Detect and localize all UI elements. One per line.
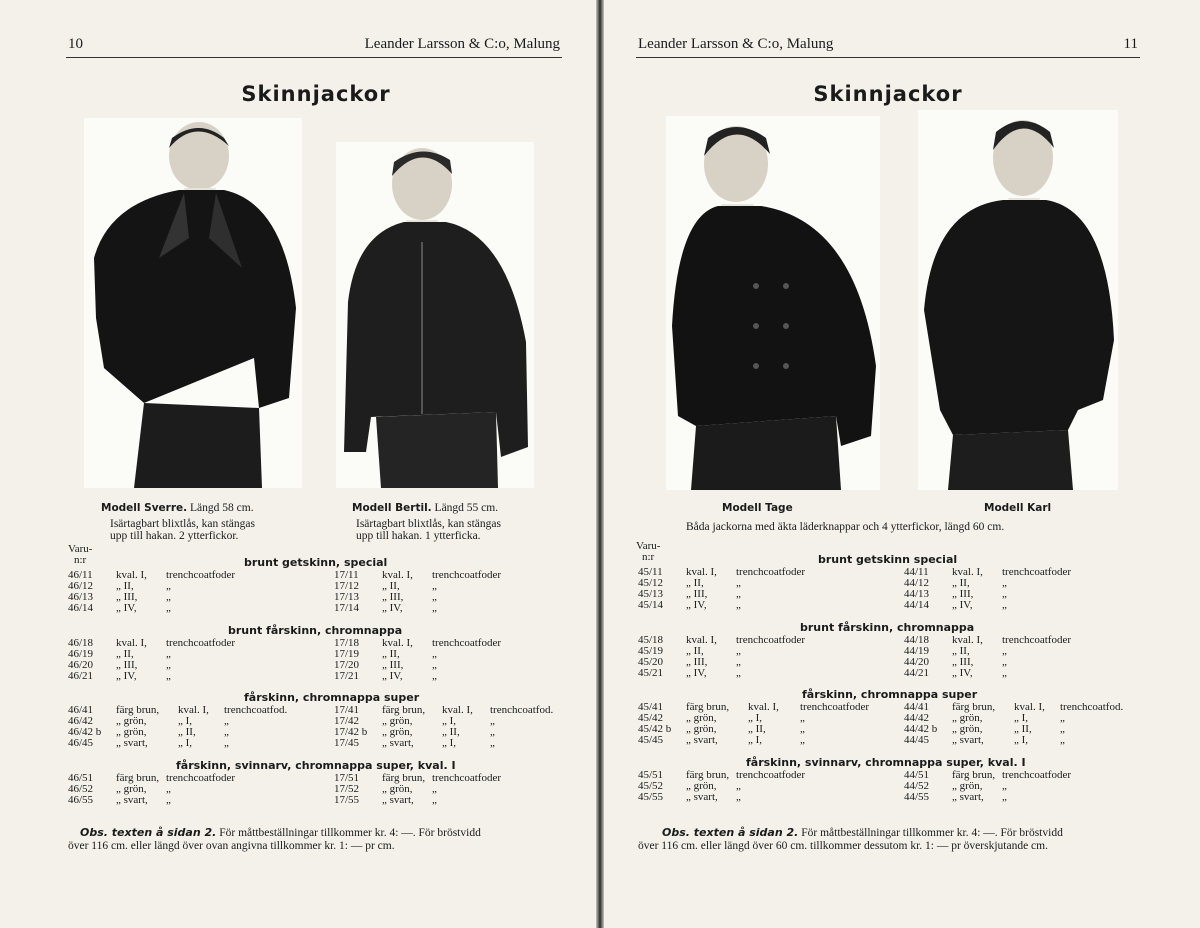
- table-cell: „ I,: [178, 737, 193, 749]
- article-number: 45/20: [638, 656, 664, 668]
- table-cell: „: [224, 737, 229, 749]
- footnote-line2: över 116 cm. eller längd över ovan angivna tillkommer kr. 1: — pr cm.: [68, 840, 395, 852]
- article-number: 45/52: [638, 780, 664, 792]
- table-cell: „ IV,: [686, 599, 707, 611]
- article-number: 44/13: [904, 588, 930, 600]
- table-cell: „ III,: [382, 659, 404, 671]
- page-title: Skinnjackor: [241, 82, 391, 106]
- caption-sverre-desc2: upp till hakan. 2 ytterfickor.: [110, 530, 239, 542]
- table-cell: „ I,: [748, 734, 763, 746]
- article-number: 44/55: [904, 791, 930, 803]
- article-number: 44/51: [904, 769, 930, 781]
- table-cell: „ III,: [116, 591, 138, 603]
- page-header: Leander Larsson & C:o, Malung: [364, 36, 560, 52]
- article-number: 46/42 b: [68, 726, 102, 738]
- table-cell: „: [166, 580, 171, 592]
- article-number: 17/42: [334, 715, 360, 727]
- table-cell: „: [1060, 734, 1065, 746]
- table-cell: „ IV,: [382, 602, 403, 614]
- table-cell: „ I,: [1014, 734, 1029, 746]
- table-cell: „ IV,: [952, 599, 973, 611]
- table-cell: „ II,: [686, 577, 704, 589]
- table-cell: trenchcoatfoder: [800, 701, 870, 713]
- table-cell: „ I,: [442, 737, 457, 749]
- table-cell: kval. I,: [116, 569, 147, 581]
- table-cell: „: [432, 783, 437, 795]
- caption-tage-title: [722, 502, 793, 514]
- page-header: Leander Larsson & C:o, Malung: [638, 36, 834, 52]
- table-cell: kval. I,: [952, 634, 983, 646]
- table-cell: „ grön,: [686, 723, 717, 735]
- article-number: 45/21: [638, 667, 664, 679]
- table-cell: „ III,: [952, 656, 974, 668]
- table-cell: „ IV,: [686, 667, 707, 679]
- article-number: 17/20: [334, 659, 360, 671]
- table-cell: „: [1060, 723, 1065, 735]
- model-length: Längd 58 cm.: [190, 502, 254, 514]
- left-page: [0, 0, 596, 928]
- table-cell: „: [1002, 780, 1007, 792]
- varu-label: [68, 544, 92, 566]
- table-cell: „: [166, 648, 171, 660]
- footnote-line1: [80, 826, 481, 840]
- table-cell: „ II,: [382, 648, 400, 660]
- table-cell: „: [490, 737, 495, 749]
- article-number: 44/52: [904, 780, 930, 792]
- footnote-line1: [662, 826, 1063, 840]
- table-cell: kval. I,: [382, 569, 413, 581]
- table-cell: „ grön,: [952, 712, 983, 724]
- caption-bertil-desc1: Isärtagbart blixtlås, kan stängas: [356, 518, 501, 530]
- table-cell: „ II,: [1014, 723, 1032, 735]
- table-cell: „ II,: [686, 645, 704, 657]
- table-cell: „ II,: [442, 726, 460, 738]
- section-heading: brunt getskinn special: [818, 553, 958, 566]
- table-cell: „ grön,: [116, 726, 147, 738]
- table-cell: „: [224, 715, 229, 727]
- table-cell: „ I,: [178, 715, 193, 727]
- table-cell: „: [1002, 791, 1007, 803]
- table-cell: kval. I,: [442, 704, 473, 716]
- table-cell: „: [166, 794, 171, 806]
- table-cell: „: [1002, 656, 1007, 668]
- article-number: 17/45: [334, 737, 360, 749]
- table-cell: „: [490, 726, 495, 738]
- table-cell: färg brun,: [116, 704, 160, 716]
- article-number: 45/18: [638, 634, 664, 646]
- article-number: 17/19: [334, 648, 360, 660]
- table-cell: „ II,: [116, 580, 134, 592]
- table-cell: „ III,: [952, 588, 974, 600]
- model-name: Modell Sverre.: [101, 502, 188, 514]
- article-number: 44/12: [904, 577, 930, 589]
- table-cell: „ grön,: [952, 780, 983, 792]
- table-cell: „ II,: [952, 645, 970, 657]
- table-cell: „: [166, 783, 171, 795]
- table-cell: „ II,: [748, 723, 766, 735]
- table-cell: trenchcoatfod.: [490, 704, 554, 716]
- table-cell: „: [166, 591, 171, 603]
- footnote-text: För måttbeställningar tillkommer kr. 4: —. För bröstvidd: [801, 827, 1063, 839]
- article-number: 46/52: [68, 783, 94, 795]
- caption-bertil-desc2: upp till hakan. 1 ytterficka.: [356, 530, 481, 542]
- article-number: 44/20: [904, 656, 930, 668]
- table-cell: „ II,: [952, 577, 970, 589]
- table-cell: „: [1002, 667, 1007, 679]
- varu-line: n:r: [642, 551, 655, 563]
- table-cell: „ svart,: [382, 794, 414, 806]
- article-number: 45/55: [638, 791, 664, 803]
- table-cell: „: [800, 712, 805, 724]
- article-number: 17/42 b: [334, 726, 368, 738]
- table-cell: färg brun,: [952, 769, 996, 781]
- table-cell: trenchcoatfoder: [166, 569, 236, 581]
- article-number: 46/14: [68, 602, 94, 614]
- table-cell: „: [736, 588, 741, 600]
- section-heading: brunt getskinn, special: [244, 556, 388, 569]
- table-cell: kval. I,: [382, 637, 413, 649]
- table-cell: trenchcoatfoder: [166, 637, 236, 649]
- article-number: 45/12: [638, 577, 664, 589]
- table-cell: „ svart,: [952, 791, 984, 803]
- section-heading: fårskinn, svinnarv, chromnappa super, kval. I: [746, 756, 1026, 769]
- varu-label: [636, 541, 660, 563]
- article-number: 17/12: [334, 580, 360, 592]
- table-cell: „ grön,: [382, 783, 413, 795]
- table-cell: „: [166, 659, 171, 671]
- table-cell: trenchcoatfoder: [432, 569, 502, 581]
- table-cell: färg brun,: [382, 772, 426, 784]
- footnote-line2: över 116 cm. eller längd över 60 cm. tillkommer dessutom kr. 1: — pr överskjutande cm.: [638, 840, 1048, 852]
- table-cell: trenchcoatfoder: [1002, 634, 1072, 646]
- table-cell: „ I,: [1014, 712, 1029, 724]
- article-number: 17/14: [334, 602, 360, 614]
- table-cell: kval. I,: [178, 704, 209, 716]
- varu-line: n:r: [74, 554, 87, 566]
- photo-modell-tage: [666, 116, 880, 490]
- article-number: 45/41: [638, 701, 664, 713]
- table-cell: „ III,: [116, 659, 138, 671]
- article-number: 45/19: [638, 645, 664, 657]
- table-cell: „ II,: [382, 580, 400, 592]
- table-cell: „: [166, 670, 171, 682]
- table-cell: „ svart,: [382, 737, 414, 749]
- table-cell: kval. I,: [686, 634, 717, 646]
- table-cell: „: [1002, 599, 1007, 611]
- table-cell: „: [736, 780, 741, 792]
- table-cell: „ grön,: [382, 715, 413, 727]
- footnote-text: För måttbeställningar tillkommer kr. 4: —. För bröstvidd: [219, 827, 481, 839]
- table-cell: „ grön,: [116, 783, 147, 795]
- article-number: 44/42: [904, 712, 930, 724]
- article-number: 46/55: [68, 794, 94, 806]
- photo-modell-karl: [918, 110, 1118, 490]
- model-name: Modell Bertil.: [352, 502, 432, 514]
- article-number: 45/42 b: [638, 723, 672, 735]
- table-cell: kval. I,: [952, 566, 983, 578]
- table-cell: „: [1060, 712, 1065, 724]
- table-cell: „ grön,: [116, 715, 147, 727]
- table-cell: „ IV,: [116, 670, 137, 682]
- table-cell: „: [432, 659, 437, 671]
- table-cell: „: [736, 577, 741, 589]
- article-number: 44/42 b: [904, 723, 938, 735]
- article-number: 46/12: [68, 580, 94, 592]
- article-number: 45/14: [638, 599, 664, 611]
- table-cell: „: [736, 599, 741, 611]
- table-cell: „: [166, 602, 171, 614]
- article-number: 46/13: [68, 591, 94, 603]
- article-number: 17/21: [334, 670, 360, 682]
- table-cell: „ svart,: [116, 794, 148, 806]
- table-cell: „: [432, 591, 437, 603]
- table-cell: „: [736, 791, 741, 803]
- table-cell: „ III,: [686, 588, 708, 600]
- header-rule: [636, 57, 1140, 58]
- section-heading: brunt fårskinn, chromnappa: [800, 621, 975, 634]
- table-cell: trenchcoatfoder: [736, 566, 806, 578]
- table-cell: trenchcoatfoder: [1002, 566, 1072, 578]
- article-number: 46/18: [68, 637, 94, 649]
- article-number: 17/55: [334, 794, 360, 806]
- table-cell: „: [432, 670, 437, 682]
- table-cell: „ grön,: [686, 712, 717, 724]
- table-cell: „: [1002, 577, 1007, 589]
- table-cell: „ IV,: [116, 602, 137, 614]
- table-cell: „ grön,: [382, 726, 413, 738]
- article-number: 46/21: [68, 670, 94, 682]
- table-cell: färg brun,: [952, 701, 996, 713]
- article-number: 45/51: [638, 769, 664, 781]
- article-number: 46/20: [68, 659, 94, 671]
- table-cell: „ IV,: [382, 670, 403, 682]
- article-number: 44/19: [904, 645, 930, 657]
- article-number: 46/41: [68, 704, 94, 716]
- article-number: 44/14: [904, 599, 930, 611]
- article-number: 46/11: [68, 569, 93, 581]
- table-cell: „ svart,: [686, 791, 718, 803]
- article-number: 44/41: [904, 701, 930, 713]
- article-number: 46/42: [68, 715, 94, 727]
- table-cell: trenchcoatfoder: [736, 634, 806, 646]
- model-length: Längd 55 cm.: [434, 502, 499, 514]
- article-number: 44/11: [904, 566, 929, 578]
- table-cell: „ II,: [116, 648, 134, 660]
- caption-sverre-desc1: Isärtagbart blixtlås, kan stängas: [110, 518, 255, 530]
- section-heading: fårskinn, chromnappa super: [244, 691, 420, 704]
- table-cell: „: [736, 656, 741, 668]
- table-cell: färg brun,: [382, 704, 426, 716]
- page-number: 11: [1123, 36, 1138, 52]
- caption-bertil-title: [352, 502, 498, 514]
- table-cell: „ II,: [178, 726, 196, 738]
- article-number: 17/41: [334, 704, 360, 716]
- table-cell: „ svart,: [952, 734, 984, 746]
- article-number: 46/45: [68, 737, 94, 749]
- header-rule: [66, 57, 562, 58]
- footnote-label: Obs. texten å sidan 2.: [80, 826, 217, 839]
- table-cell: „ svart,: [686, 734, 718, 746]
- article-number: 44/18: [904, 634, 930, 646]
- table-cell: trenchcoatfoder: [432, 772, 502, 784]
- photo-modell-bertil: [336, 142, 534, 488]
- article-number: 17/18: [334, 637, 360, 649]
- footnote-label: Obs. texten å sidan 2.: [662, 826, 799, 839]
- table-cell: „: [224, 726, 229, 738]
- article-number: 46/19: [68, 648, 94, 660]
- table-cell: „ III,: [382, 591, 404, 603]
- table-cell: „: [432, 648, 437, 660]
- table-cell: kval. I,: [748, 701, 779, 713]
- article-number: 46/51: [68, 772, 94, 784]
- photo-modell-sverre: [84, 118, 302, 488]
- table-cell: „: [432, 602, 437, 614]
- model-name: Modell Karl: [984, 502, 1052, 514]
- varu-line: Varu-: [636, 540, 661, 552]
- table-cell: kval. I,: [686, 566, 717, 578]
- varu-line: Varu-: [68, 543, 93, 555]
- table-cell: kval. I,: [116, 637, 147, 649]
- table-cell: „: [432, 794, 437, 806]
- right-page: [604, 0, 1200, 928]
- table-cell: „: [800, 723, 805, 735]
- table-cell: färg brun,: [686, 769, 730, 781]
- table-cell: „ III,: [686, 656, 708, 668]
- caption-karl-title: [984, 502, 1051, 514]
- table-cell: „ I,: [748, 712, 763, 724]
- table-cell: kval. I,: [1014, 701, 1045, 713]
- table-cell: „ svart,: [116, 737, 148, 749]
- table-cell: „: [736, 667, 741, 679]
- article-number: 44/21: [904, 667, 930, 679]
- caption-shared-desc: Båda jackorna med äkta läderknappar och 4 ytterfickor, längd 60 cm.: [686, 521, 1005, 533]
- book-spine: [596, 0, 604, 928]
- article-number: 44/45: [904, 734, 930, 746]
- table-cell: „: [736, 645, 741, 657]
- table-cell: trenchcoatfoder: [1002, 769, 1072, 781]
- page-number: 10: [68, 36, 83, 52]
- table-cell: „ grön,: [686, 780, 717, 792]
- table-cell: „ I,: [442, 715, 457, 727]
- table-cell: trenchcoatfod.: [224, 704, 288, 716]
- article-number: 45/45: [638, 734, 664, 746]
- article-number: 17/13: [334, 591, 360, 603]
- table-cell: trenchcoatfod.: [1060, 701, 1124, 713]
- table-cell: trenchcoatfoder: [166, 772, 236, 784]
- table-cell: färg brun,: [686, 701, 730, 713]
- article-number: 45/11: [638, 566, 663, 578]
- article-number: 17/11: [334, 569, 359, 581]
- section-heading: brunt fårskinn, chromnappa: [228, 624, 403, 637]
- table-cell: „ IV,: [952, 667, 973, 679]
- article-number: 17/51: [334, 772, 360, 784]
- section-heading: fårskinn, chromnappa super: [802, 688, 978, 701]
- table-cell: trenchcoatfoder: [736, 769, 806, 781]
- table-cell: färg brun,: [116, 772, 160, 784]
- table-cell: „ grön,: [952, 723, 983, 735]
- article-number: 17/52: [334, 783, 360, 795]
- table-cell: „: [1002, 588, 1007, 600]
- table-cell: „: [432, 580, 437, 592]
- table-cell: „: [800, 734, 805, 746]
- article-number: 45/13: [638, 588, 664, 600]
- caption-sverre-title: [101, 502, 254, 514]
- table-cell: „: [1002, 645, 1007, 657]
- section-heading: fårskinn, svinnarv, chromnappa super, kval. I: [176, 759, 456, 772]
- page-title: Skinnjackor: [813, 82, 963, 106]
- article-number: 45/42: [638, 712, 664, 724]
- table-cell: „: [490, 715, 495, 727]
- table-cell: trenchcoatfoder: [432, 637, 502, 649]
- model-name: Modell Tage: [722, 502, 793, 514]
